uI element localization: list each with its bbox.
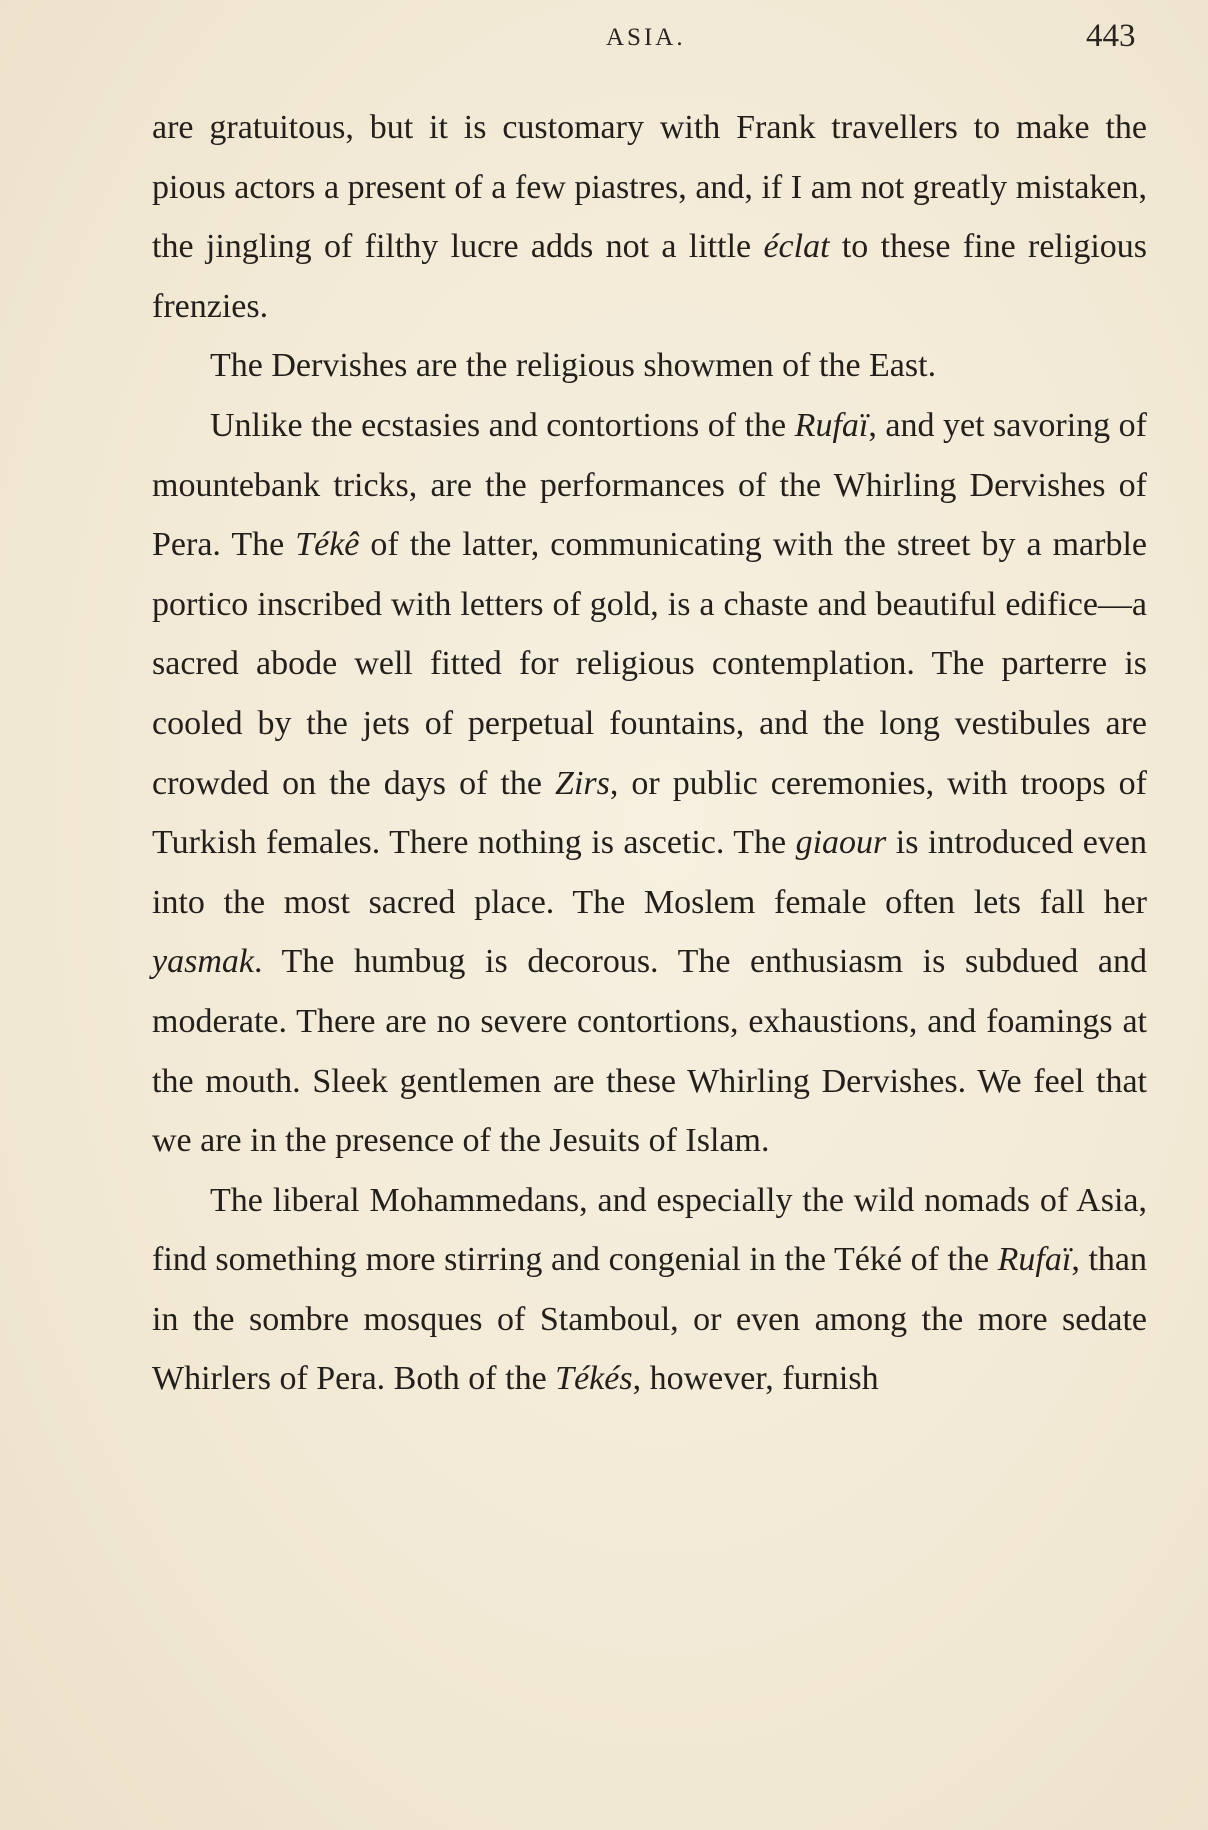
page-number: 443 xyxy=(1086,18,1136,54)
text-run: are gratuitous, but it is customary with Frank travellers to make the pious actors a present of a few piastres, and, if I am not greatly mistaken, the jingling of filthy lucre adds not a little xyxy=(152,109,1147,266)
text-run: , than in the sombre mosques of Stamboul, or even among the more sedate Whirlers of Pera. Both of the xyxy=(152,1241,1147,1398)
text-run: , or public ceremonies, with troops of Turkish females. There nothing is ascetic. The xyxy=(152,764,1147,862)
text-run: . The humbug is decorous. The enthusiasm is subdued and moderate. There are no severe contortions, exhaustions, and foamings at the mouth. Sleek gentlemen are these Whirling Dervishes. We feel that we are in the presence of the Jesuits of Islam. xyxy=(152,943,1147,1160)
italic-term: Rufaï xyxy=(794,406,869,444)
text-run: Unlike the ecstasies and contortions of the xyxy=(210,406,795,444)
paragraph xyxy=(152,1171,1147,1409)
running-head: ASIA. xyxy=(606,24,686,51)
text-run: The liberal Mohammedans, and especially the wild nomads of Asia, find something more stirring and congenial in the Téké of the xyxy=(152,1181,1147,1279)
text-run: The Dervishes are the religious showmen of the East. xyxy=(210,347,937,385)
body-text xyxy=(152,98,1147,1409)
paragraph xyxy=(152,396,1147,1171)
italic-term: Tékés xyxy=(555,1360,633,1398)
italic-term: Zirs xyxy=(555,764,610,802)
italic-term: Rufaï xyxy=(997,1241,1072,1279)
italic-term: éclat xyxy=(763,228,830,266)
italic-term: yasmak xyxy=(152,943,254,981)
text-run: , however, furnish xyxy=(632,1360,879,1398)
italic-term: giaour xyxy=(795,824,887,862)
page-header xyxy=(0,18,1208,68)
paragraph xyxy=(152,98,1147,336)
italic-term: Tékê xyxy=(295,526,360,564)
paragraph xyxy=(152,336,1147,396)
text-run: of the latter, communicating with the street by a marble portico inscribed with letters of gold, is a chaste and beautiful edifice—a sacred abode well fitted for religious contemplation. The parterre is cooled by the jets of perpetual fountains, and the long vestibules are crowded on the days of the xyxy=(152,526,1147,802)
text-run: is introduced even into the most sacred place. The Moslem female often lets fall her xyxy=(152,824,1147,921)
text-run: to these fine religious frenzies. xyxy=(152,228,1147,325)
text-run: , and yet savoring of mountebank tricks, are the performances of the Whirling Dervishes of Pera. The xyxy=(152,406,1147,564)
